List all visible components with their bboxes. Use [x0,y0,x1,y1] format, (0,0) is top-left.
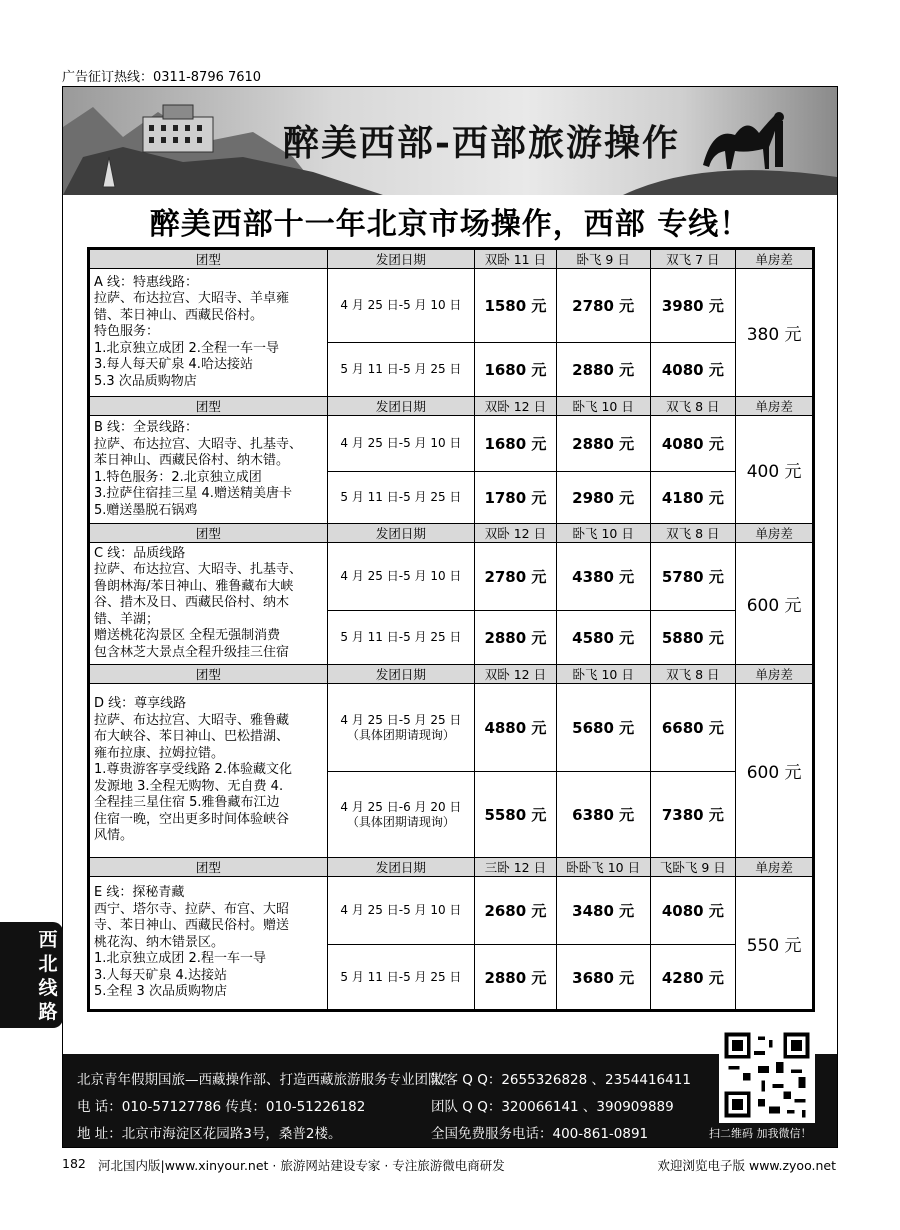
price-option-3: 5780 元 [650,543,736,611]
description-line: 3.人每天矿泉 4.达接站 [94,967,227,983]
table-header-row [89,397,814,416]
description-line: 鲁朗林海/苯日神山、雅鲁藏布大峡 [94,578,294,594]
tour-description [89,877,328,1011]
description-line: 发源地 3.全程无购物、无自费 4. [94,778,284,794]
description-line: D 线：尊享线路 [94,696,187,712]
table-header-row [89,665,814,684]
footer-hotline: 全国免费服务电话：400-861-0891 [431,1126,649,1142]
column-header: 卧飞 10 日 [556,665,650,684]
description-line: 1.尊贵游客享受线路 2.体验藏文化 [94,762,292,778]
single-room-supplement: 380 元 [736,269,814,397]
departure-date [327,543,474,611]
price-option-1: 2780 元 [475,543,557,611]
date-line: 4 月 25 日-5 月 10 日 [340,298,462,312]
column-header: 三卧 12 日 [475,858,557,877]
tour-description [89,416,328,524]
footer-slogan: 北京青年假期国旅—西藏操作部、打造西藏旅游服务专业团队！ [77,1072,455,1088]
column-header: 双飞 8 日 [650,397,736,416]
tour-description [89,269,328,397]
date-line: 5 月 11 日-5 月 25 日 [340,362,462,376]
price-option-2: 2780 元 [556,269,650,343]
date-line: （具体团期请现询） [346,814,455,829]
description-line: 布大峡谷、苯日神山、巴松措湖、 [94,729,290,745]
advertisement-frame [62,86,838,1148]
price-option-2: 3680 元 [556,945,650,1011]
description-line: 全程挂三星住宿 5.雅鲁藏布江边 [94,795,280,811]
departure-date [327,945,474,1011]
column-header: 单房差 [736,524,814,543]
description-line: B 线：全景线路： [94,420,199,435]
single-room-supplement: 400 元 [736,416,814,524]
departure-date [327,684,474,772]
column-header: 发团日期 [327,524,474,543]
description-line: 特色服务： [94,324,160,340]
description-line: A 线：特惠线路： [94,274,199,290]
column-header: 卧飞 9 日 [556,249,650,269]
date-line: 5 月 11 日-5 月 25 日 [340,630,462,644]
price-option-3: 4080 元 [650,877,736,945]
departure-date [327,343,474,397]
departure-date [327,472,474,524]
description-line: 拉萨、布达拉宫、大昭寺、扎基寺、 [94,562,303,578]
table-header-row [89,249,814,269]
column-header: 飞卧飞 9 日 [650,858,736,877]
description-line: 包含林芝大景点全程升级挂三住宿 [94,644,290,660]
price-option-1: 5580 元 [475,772,557,858]
column-header: 双卧 12 日 [475,665,557,684]
column-header: 团型 [89,249,328,269]
column-header: 双卧 12 日 [475,524,557,543]
price-option-1: 2880 元 [475,611,557,665]
column-header: 单房差 [736,665,814,684]
departure-date [327,269,474,343]
table-row [89,269,814,343]
table-header-row [89,858,814,877]
price-option-1: 1780 元 [475,472,557,524]
column-header: 双飞 8 日 [650,524,736,543]
section-tab-char: 北 [38,953,58,975]
table-row [89,877,814,945]
footer-qq-individual: 散客 Q Q：2655326828 、2354416411 [431,1072,691,1088]
tour-description [89,684,328,858]
section-tab-northwest [0,922,63,1028]
section-tab-label [37,928,59,1024]
banner [63,87,837,195]
table-row [89,543,814,611]
section-tab-char: 西 [38,929,58,951]
headline: 醉美西部十一年北京市场操作，西部 专线！ [149,207,751,242]
table-header-row [89,524,814,543]
qr-caption: 扫二维码 加我微信！ [709,1127,812,1140]
page-number: 182 [62,1156,86,1171]
departure-date [327,416,474,472]
column-header: 发团日期 [327,397,474,416]
column-header: 双卧 12 日 [475,397,557,416]
section-tab-char: 路 [38,1001,58,1023]
description-line: 风情。 [94,828,134,844]
price-option-3: 7380 元 [650,772,736,858]
price-option-1: 2880 元 [475,945,557,1011]
description-line: 错、苯日神山、西藏民俗村。 [94,307,264,323]
column-header: 双卧 11 日 [475,249,557,269]
price-option-2: 3480 元 [556,877,650,945]
table-row [89,684,814,772]
description-line: 3.拉萨住宿挂三星 4.赠送精美唐卡 [94,486,292,501]
price-option-2: 2980 元 [556,472,650,524]
description-line: C 线：品质线路 [94,545,186,561]
column-header: 单房差 [736,249,814,269]
description-line: 赠送桃花沟景区 全程无强制消费 [94,628,281,644]
tour-price-table [87,247,815,1012]
description-line: 3.每人每天矿泉 4.哈达接站 [94,357,253,373]
description-line: 1.北京独立成团 2.程一车一导 [94,951,266,967]
date-line: 5 月 11 日-5 月 25 日 [340,490,462,504]
description-line: 5.赠送墨脱石锅鸡 [94,502,198,518]
date-line: 4 月 25 日-5 月 10 日 [340,903,462,917]
departure-date [327,772,474,858]
date-line: 5 月 11 日-5 月 25 日 [340,969,462,984]
wechat-qr-code[interactable] [719,1027,815,1123]
description-line: 谷、措木及日、西藏民俗村、纳木 [94,595,290,611]
price-option-3: 4080 元 [650,343,736,397]
price-option-2: 4580 元 [556,611,650,665]
column-header: 双飞 8 日 [650,665,736,684]
price-option-1: 1680 元 [475,416,557,472]
description-line: 住宿一晚，空出更多时间体验峡谷 [94,811,290,827]
departure-date [327,611,474,665]
description-line: 桃花沟、纳木错景区。 [94,934,225,950]
footer-contact [63,1054,837,1147]
description-line: 1.特色服务：2.北京独立成团 [94,469,262,485]
date-line: （具体团期请现询） [346,727,455,742]
description-line: 拉萨、布达拉宫、大昭寺、扎基寺、 [94,436,303,452]
column-header: 卧飞 10 日 [556,397,650,416]
banner-title: 醉美西部-西部旅游操作 [283,122,680,164]
column-header: 团型 [89,665,328,684]
description-line: 苯日神山、西藏民俗村、纳木错。 [94,453,290,468]
price-option-3: 4280 元 [650,945,736,1011]
footer-website-right[interactable]: 欢迎浏览电子版 www.zyoo.net [657,1158,836,1173]
single-room-supplement: 600 元 [736,684,814,858]
date-line: 4 月 25 日-5 月 10 日 [340,569,462,583]
price-option-3: 5880 元 [650,611,736,665]
price-option-2: 2880 元 [556,343,650,397]
description-line: E 线：探秘青藏 [94,885,185,901]
price-option-2: 5680 元 [556,684,650,772]
table-row [89,416,814,472]
footer-qq-group: 团队 Q Q：320066141 、390909889 [431,1099,674,1115]
price-option-3: 6680 元 [650,684,736,772]
description-line: 雍布拉康、拉姆拉错。 [94,745,225,761]
description-line: 拉萨、布达拉宫、大昭寺、羊卓雍 [94,291,290,307]
price-option-1: 1580 元 [475,269,557,343]
column-header: 双飞 7 日 [650,249,736,269]
column-header: 发团日期 [327,249,474,269]
price-option-1: 4880 元 [475,684,557,772]
column-header: 发团日期 [327,858,474,877]
column-header: 团型 [89,524,328,543]
date-line: 4 月 25 日-5 月 25 日 [340,712,462,727]
description-line: 错、羊湖； [94,611,160,627]
price-option-3: 4080 元 [650,416,736,472]
description-line: 西宁、塔尔寺、拉萨、布宫、大昭 [94,901,290,917]
column-header: 团型 [89,858,328,877]
description-line: 寺、苯日神山、西藏民俗村。赠送 [94,918,290,934]
column-header: 单房差 [736,858,814,877]
section-tab-char: 线 [38,977,58,999]
departure-date [327,877,474,945]
footer-website-left[interactable]: 河北国内版|www.xinyour.net · 旅游网站建设专家 · 专注旅游微电商研发 [98,1158,505,1173]
single-room-supplement: 600 元 [736,543,814,665]
column-header: 发团日期 [327,665,474,684]
price-option-3: 4180 元 [650,472,736,524]
ad-hotline: 广告征订热线：0311-8796 7610 [62,70,262,85]
price-option-1: 1680 元 [475,343,557,397]
price-option-2: 4380 元 [556,543,650,611]
footer-address: 地 址：北京市海淀区花园路3号，桑普2楼。 [77,1126,342,1142]
column-header: 单房差 [736,397,814,416]
tour-description [89,543,328,665]
column-header: 卧飞 10 日 [556,524,650,543]
price-option-1: 2680 元 [475,877,557,945]
description-line: 拉萨、布达拉宫、大昭寺、雅鲁藏 [94,712,290,728]
description-line: 5.全程 3 次品质购物店 [94,984,227,1000]
description-line: 1.北京独立成团 2.全程一车一导 [94,340,279,356]
single-room-supplement: 550 元 [736,877,814,1011]
footer-phone: 电 话：010-57127786 传真：010-51226182 [77,1099,366,1115]
description-line: 5.3 次品质购物店 [94,373,197,389]
date-line: 4 月 25 日-6 月 20 日 [340,799,462,814]
column-header: 卧卧飞 10 日 [556,858,650,877]
price-option-2: 2880 元 [556,416,650,472]
price-option-3: 3980 元 [650,269,736,343]
column-header: 团型 [89,397,328,416]
price-option-2: 6380 元 [556,772,650,858]
date-line: 4 月 25 日-5 月 10 日 [340,436,462,450]
